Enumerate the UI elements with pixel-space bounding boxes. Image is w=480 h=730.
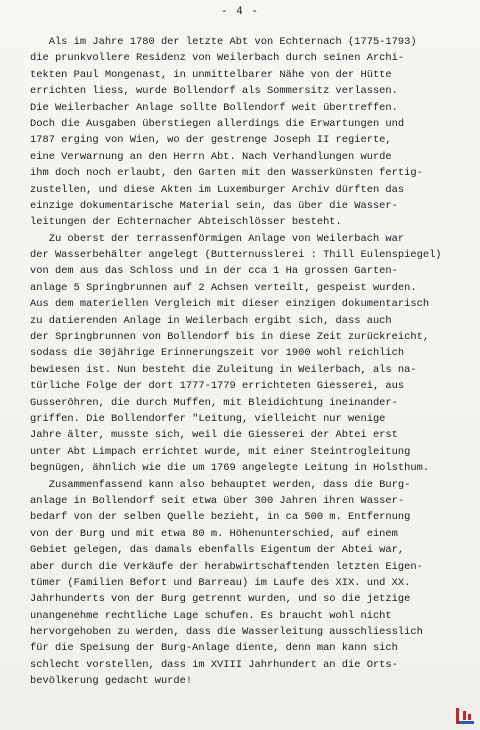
- text-line: anlage in Bollendorf seit etwa über 300 Jahren ihren Wasser-: [30, 494, 405, 507]
- text-line: begnügen, ähnlich wie die um 1769 angelegte Leitung in Holsthum.: [30, 462, 430, 475]
- text-line: bevölkerung gedacht wurde!: [30, 675, 193, 688]
- text-line: von der Burg und mit etwa 80 m. Höhenunterschied, auf einem: [30, 527, 398, 540]
- text-line: Als im Jahre 1780 der letzte Abt von Echternach (1775-1793): [30, 36, 417, 48]
- text-line: der Springbrunnen von Bollendorf bis in diese Zeit zurückreicht,: [30, 331, 430, 344]
- text-line: hervorgehoben zu werden, dass die Wasserleitung ausschliesslich: [30, 626, 423, 639]
- text-line: anlage 5 Springbrunnen auf 2 Achsen verteilt, gespeist wurden.: [30, 281, 417, 294]
- text-line: sodass die 30jährige Erinnerungszeit vor 1900 wohl reichlich: [30, 347, 405, 360]
- text-line: bedarf von der selben Quelle bezieht, in ca 500 m. Entfernung: [30, 511, 411, 524]
- text-line: Jahre älter, musste sich, weil die Giesserei der Abtei erst: [30, 429, 398, 442]
- text-line: Zu oberst der terrassenförmigen Anlage von Weilerbach war: [30, 232, 405, 245]
- text-line: aber durch die Verkäufe der herabwirtschaftenden letzten Eigen-: [30, 560, 423, 573]
- text-line: errichten liess, wurde Bollendorf als Sommersitz verlassen.: [30, 85, 398, 98]
- text-line: tümer (Familien Befort und Barreau) im Laufe des XIX. und XX.: [30, 576, 411, 589]
- text-line: einzige dokumentarische Material sein, das über die Wasser-: [30, 199, 398, 212]
- text-line: Gusseröhren, die durch Muffen, mit Bleidichtung ineinander-: [30, 396, 398, 409]
- text-line: die prunkvollere Residenz von Weilerbach durch seinen Archi-: [30, 52, 405, 65]
- body-text: [30, 34, 470, 690]
- text-line: zu datierenden Anlage in Weilerbach ergibt sich, dass auch: [30, 314, 392, 327]
- text-line: Zusammenfassend kann also behauptet werden, dass die Burg-: [30, 478, 411, 491]
- page-number: - 4 -: [220, 6, 259, 18]
- text-line: tekten Paul Mongenast, in unmittelbarer Nähe von der Hütte: [30, 68, 392, 81]
- text-line: eine Verwarnung an den Herrn Abt. Nach Verhandlungen wurde: [30, 150, 392, 163]
- text-line: griffen. Die Bollendorfer "Leitung, vielleicht nur wenige: [30, 412, 386, 425]
- text-line: schlecht vorstellen, dass im XVIII Jahrhundert an die Orts-: [30, 658, 398, 671]
- text-line: Doch die Ausgaben überstiegen allerdings die Erwartungen und: [30, 117, 405, 130]
- text-line: Die Weilerbacher Anlage sollte Bollendorf weit übertreffen.: [30, 101, 398, 114]
- text-line: türliche Folge der dort 1777-1779 errichteten Giesserei, aus: [30, 380, 405, 393]
- text-line: für die Speisung der Burg-Anlage diente, denn man kann sich: [30, 642, 398, 655]
- text-line: unangenehme rechtliche Lage schufen. Es braucht wohl nicht: [30, 609, 392, 622]
- text-line: Jahrhunderts von der Burg getrennt wurden, und so die jetzige: [30, 593, 411, 606]
- text-line: ihm doch noch erlaubt, den Garten mit den Wasserkünsten fertig-: [30, 167, 423, 180]
- text-line: unter Abt Limpach errichtet wurde, mit einer Steintrogleitung: [30, 445, 411, 458]
- text-line: bewiesen ist. Nun besteht die Zuleitung in Weilerbach, als na-: [30, 363, 417, 376]
- text-line: von dem aus das Schloss und in der cca 1 Ha grossen Garten-: [30, 265, 398, 278]
- text-line: 1787 erging von Wien, wo der gestrenge Joseph II regierte,: [30, 134, 392, 147]
- text-line: zustellen, und diese Akten im Luxemburger Archiv dürften das: [30, 183, 405, 196]
- text-line: Aus dem materiellen Vergleich mit dieser einzigen dokumentarisch: [30, 298, 430, 311]
- text-line: leitungen der Echternacher Abteischlösser besteht.: [30, 216, 342, 229]
- text-line: der Wasserbehälter angelegt (Butternusslerei : Thill Eulenspiegel): [30, 249, 442, 262]
- text-line: Gebiet gelegen, das damals ebenfalls Eigentum der Abtei war,: [30, 544, 405, 557]
- corner-logo-icon: [456, 708, 474, 724]
